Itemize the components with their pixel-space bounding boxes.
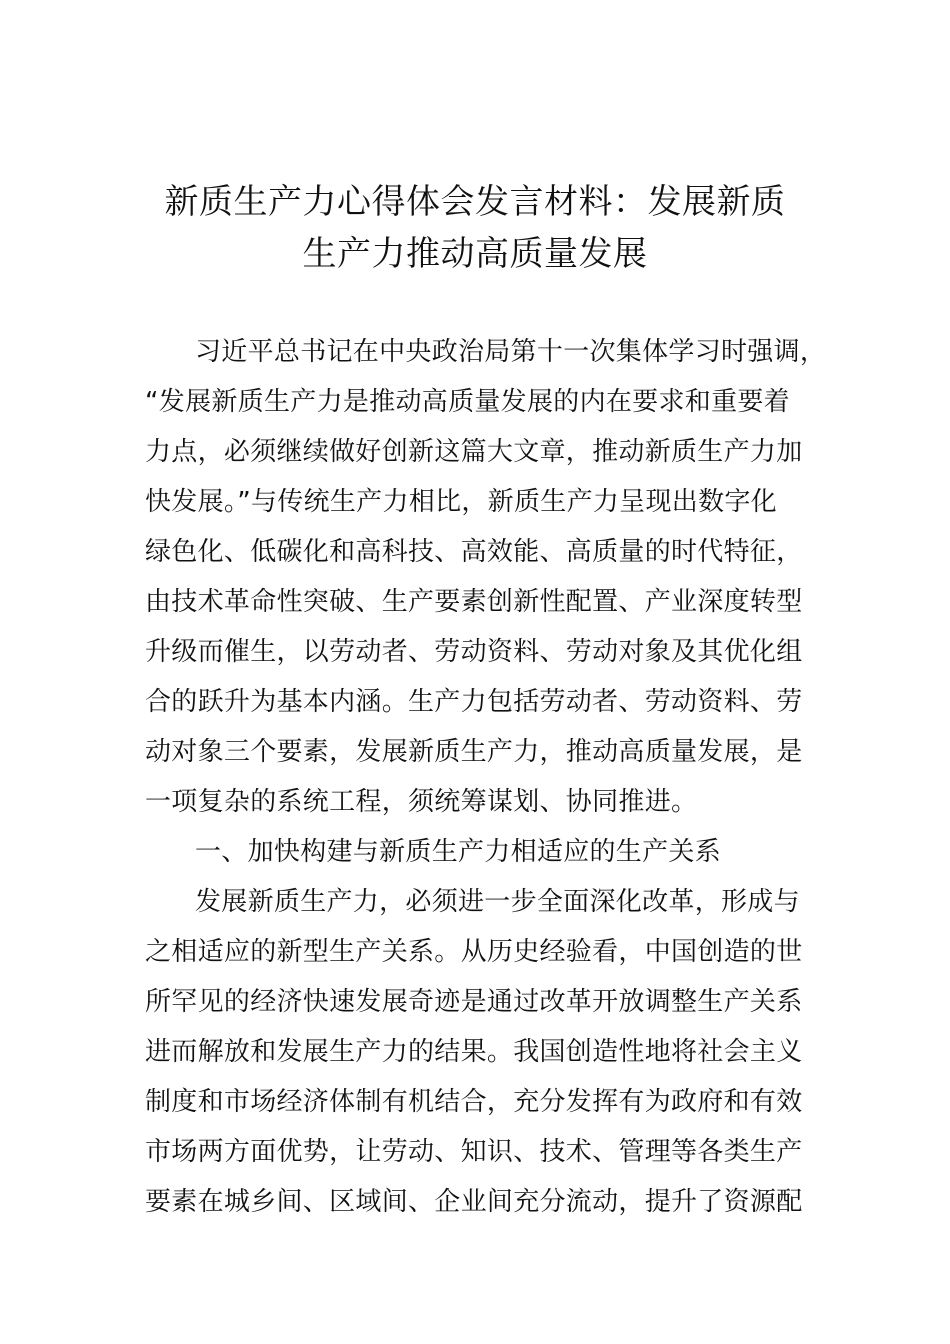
paragraph-line: 发展新质生产力，必须进一步全面深化改革，形成与 [195, 887, 800, 917]
title-line: 新质生产力心得体会发言材料：发展新质 [164, 182, 786, 222]
paragraph-line: 快发展。”与传统生产力相比，新质生产力呈现出数字化 [145, 487, 777, 517]
paragraph-line: 习近平总书记在中央政治局第十一次集体学习时强调， [195, 337, 827, 367]
paragraph-line: 动对象三个要素，发展新质生产力，推动高质量发展，是 [145, 737, 803, 767]
paragraph-line: 力点，必须继续做好创新这篇大文章，推动新质生产力加 [145, 437, 803, 467]
paragraph-line: 绿色化、低碳化和高科技、高效能、高质量的时代特征， [145, 537, 803, 567]
document-body [145, 327, 835, 1227]
paragraph-line: 合的跃升为基本内涵。生产力包括劳动者、劳动资料、劳 [145, 687, 803, 717]
paragraph-line: 升级而催生，以劳动者、劳动资料、劳动对象及其优化组 [145, 637, 803, 667]
paragraph-line: 所罕见的经济快速发展奇迹是通过改革开放调整生产关系 [145, 987, 803, 1017]
document-title [130, 176, 820, 280]
title-line: 生产力推动高质量发展 [302, 234, 648, 274]
paragraph-line: “发展新质生产力是推动高质量发展的内在要求和重要着 [145, 387, 790, 417]
paragraph-line: 市场两方面优势，让劳动、知识、技术、管理等各类生产 [145, 1137, 803, 1167]
paragraph-line: 一项复杂的系统工程，须统筹谋划、协同推进。 [145, 787, 698, 817]
paragraph-line: 之相适应的新型生产关系。从历史经验看，中国创造的世 [145, 937, 803, 967]
section-heading: 一、加快构建与新质生产力相适应的生产关系 [195, 837, 722, 867]
paragraph-line: 由技术革命性突破、生产要素创新性配置、产业深度转型 [145, 587, 803, 617]
paragraph-line: 进而解放和发展生产力的结果。我国创造性地将社会主义 [145, 1037, 803, 1067]
paragraph-line: 制度和市场经济体制有机结合，充分发挥有为政府和有效 [145, 1087, 803, 1117]
paragraph-line: 要素在城乡间、区域间、企业间充分流动，提升了资源配 [145, 1187, 803, 1217]
